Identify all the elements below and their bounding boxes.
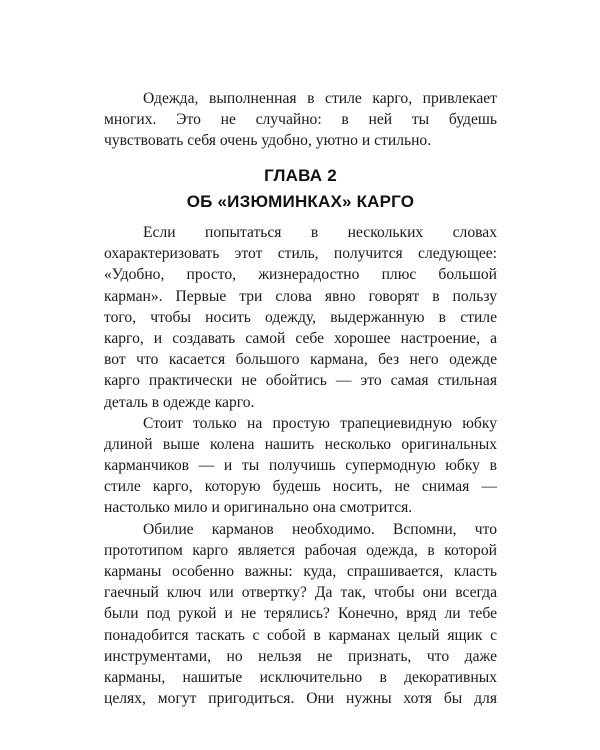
text-line: чувствовать себя очень удобно, уютно и стильно. bbox=[104, 132, 432, 150]
text-line: деталь в одежде карго. bbox=[104, 393, 255, 411]
text-line: карманы, нашитые исключительно в декоративных bbox=[104, 668, 497, 686]
text-line: карманчиков — и ты получишь супермодную юбку в bbox=[104, 457, 497, 475]
text-line: целях, могут пригодиться. Они нужны хотя бы для bbox=[104, 690, 497, 708]
text-line: Обилие карманов необходимо. Вспомни, что bbox=[143, 520, 497, 538]
text-line: того, чтобы носить одежду, выдержанную в стиле bbox=[104, 308, 497, 326]
text-line: были под рукой и не терялись? Конечно, вряд ли тебе bbox=[104, 605, 497, 623]
text-line: охарактеризовать этот стиль, получится следующее: bbox=[104, 245, 497, 263]
chapter-title: ОБ «ИЗЮМИНКАХ» КАРГО bbox=[186, 192, 415, 211]
chapter-number: ГЛАВА 2 bbox=[264, 166, 337, 185]
text-line: Стоит только на простую трапециевидную юбку bbox=[143, 414, 497, 432]
text-line: многих. Это не случайно: в ней ты будешь bbox=[104, 111, 497, 129]
paragraph bbox=[104, 222, 497, 413]
text-line: стиле карго, которую будешь носить, не снимая — bbox=[104, 478, 497, 496]
text-line: «Удобно, просто, жизнерадостно плюс большой bbox=[104, 266, 497, 284]
paragraph bbox=[104, 519, 497, 710]
text-line: инструментами, но нельзя не признать, что даже bbox=[104, 647, 497, 665]
text-line: Если попытаться в нескольких словах bbox=[143, 224, 497, 241]
chapter-heading bbox=[104, 163, 497, 215]
text-line: карго практически не обойтись — это самая стильная bbox=[104, 372, 497, 390]
chapter-body bbox=[104, 222, 497, 709]
text-line: прототипом карго является рабочая одежда, в которой bbox=[104, 541, 497, 559]
text-line: карман». Первые три слова явно говорят в пользу bbox=[104, 287, 497, 305]
text-line: настолько мило и оригинально она смотрится. bbox=[104, 499, 413, 517]
text-line: гаечный ключ или отвертку? Да так, чтобы они всегда bbox=[104, 584, 497, 602]
paragraph bbox=[104, 413, 497, 519]
intro-paragraph bbox=[104, 88, 497, 152]
text-line: Одежда, выполненная в стиле карго, привлекает bbox=[143, 90, 497, 107]
text-line: карго, и создавать самой себе хорошее настроение, а bbox=[104, 329, 497, 347]
text-line: карманы особенно важны: куда, спрашивается, класть bbox=[104, 563, 497, 580]
text-line: понадобится таскать с собой в карманах целый ящик с bbox=[104, 626, 497, 644]
text-line: длиной выше колена нашить несколько оригинальных bbox=[104, 435, 497, 453]
text-line: вот что касается большого кармана, без него одежде bbox=[104, 351, 497, 369]
